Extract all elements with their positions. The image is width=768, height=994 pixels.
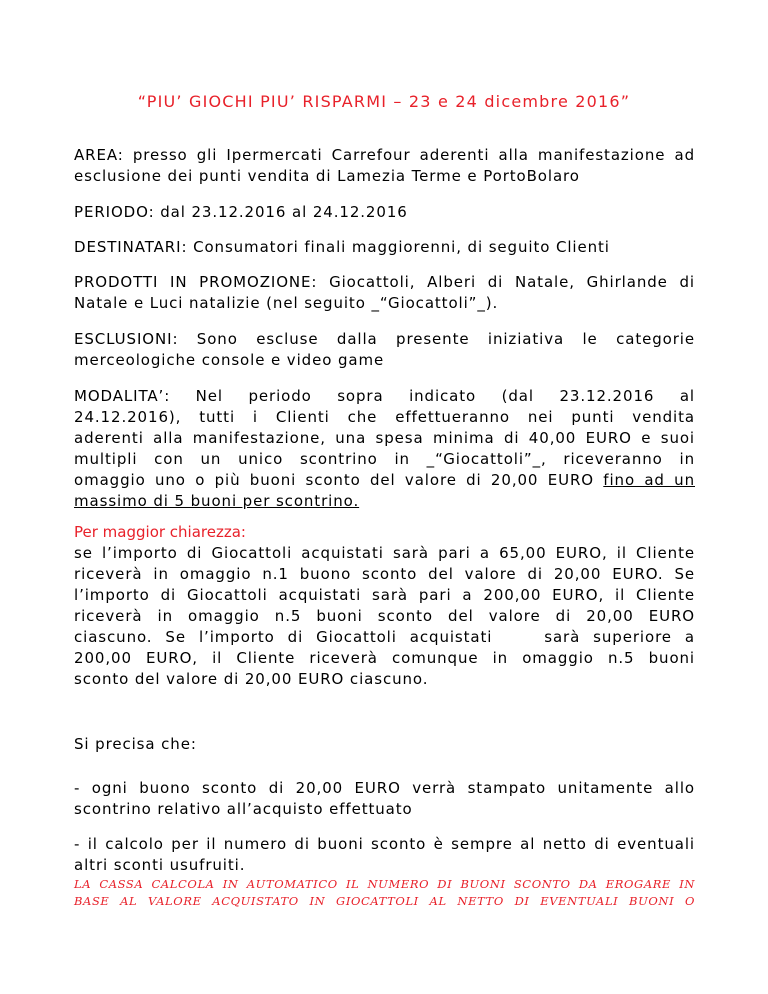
chiarezza-line-2: riceverà in omaggio n.1 buono sconto del valore di 20,00 EURO. Se [74,565,695,583]
esclusioni-line-1: ESCLUSIONI: Sono escluse dalla presente iniziativa le categorie [74,330,695,348]
destinatari-text: DESTINATARI: Consumatori finali maggiorenni, di seguito Clienti [74,238,610,256]
prodotti-section [74,272,695,314]
modalita-line-5-text: omaggio uno o più buoni sconto del valore di 20,00 EURO [74,471,604,489]
precisa-item-1-line-2: scontrino relativo all’acquisto effettuato [74,800,413,818]
chiarezza-line-7: sconto del valore di 20,00 EURO ciascuno. [74,670,429,688]
chiarezza-line-4: riceverà in omaggio n.5 buoni sconto del valore di 20,00 EURO [74,607,695,625]
area-section [74,145,695,187]
esclusioni-line-2: merceologiche console e video game [74,351,385,369]
chiarezza-section [74,522,695,690]
precisa-item-1-line-1: - ogni buono sconto di 20,00 EURO verrà stampato unitamente allo [74,779,695,797]
precisa-section [74,734,695,755]
cassa-line-1: LA CASSA CALCOLA IN AUTOMATICO IL NUMERO DI BUONI SCONTO DA EROGARE IN [74,877,695,891]
chiarezza-line-1: se l’importo di Giocattoli acquistati sarà pari a 65,00 EURO, il Cliente [74,544,695,562]
precisa-heading: Si precisa che: [74,735,197,753]
chiarezza-line-5: ciascuno. Se l’importo di Giocattoli acquistati sarà superiore a [74,628,695,646]
cassa-line-2: BASE AL VALORE ACQUISTATO IN GIOCATTOLI AL NETTO DI EVENTUALI BUONI O [74,894,695,908]
chiarezza-line-3: l’importo di Giocattoli acquistati sarà pari a 200,00 EURO, il Cliente [74,586,695,604]
precisa-item-1 [74,778,695,820]
precisa-item-2 [74,834,695,876]
destinatari-section [74,237,695,258]
modalita-line-5 [74,470,695,491]
page-title: “PIU’ GIOCHI PIU’ RISPARMI – 23 e 24 dicembre 2016” [137,92,631,111]
cassa-note [74,876,695,910]
chiarezza-heading: Per maggior chiarezza: [74,523,246,541]
prodotti-line-2: Natale e Luci natalizie (nel seguito _“Giocattoli”_). [74,294,499,312]
modalita-section [74,386,695,512]
precisa-item-2-line-2: altri sconti usufruiti. [74,856,246,874]
area-line-1: AREA: presso gli Ipermercati Carrefour aderenti alla manifestazione ad [74,146,695,164]
modalita-underlined-limit-start: fino ad un [603,471,695,489]
precisa-item-2-line-1: - il calcolo per il numero di buoni sconto è sempre al netto di eventuali [74,835,695,853]
modalita-line-4: multipli con un unico scontrino in _“Giocattoli”_, riceveranno in [74,450,695,468]
modalita-line-3: aderenti alla manifestazione, una spesa minima di 40,00 EURO e suoi [74,429,695,447]
area-line-2: esclusione dei punti vendita di Lamezia Terme e PortoBolaro [74,167,580,185]
modalita-line-1: MODALITA’: Nel periodo sopra indicato (dal 23.12.2016 al [74,387,695,405]
esclusioni-section [74,329,695,371]
periodo-text: PERIODO: dal 23.12.2016 al 24.12.2016 [74,203,408,221]
modalita-underlined-limit-end: massimo di 5 buoni per scontrino. [74,492,360,510]
chiarezza-line-6: 200,00 EURO, il Cliente riceverà comunque in omaggio n.5 buoni [74,649,695,667]
prodotti-line-1: PRODOTTI IN PROMOZIONE: Giocattoli, Alberi di Natale, Ghirlande di [74,273,695,291]
modalita-line-2: 24.12.2016), tutti i Clienti che effettueranno nei punti vendita [74,408,695,426]
periodo-section [74,202,695,223]
